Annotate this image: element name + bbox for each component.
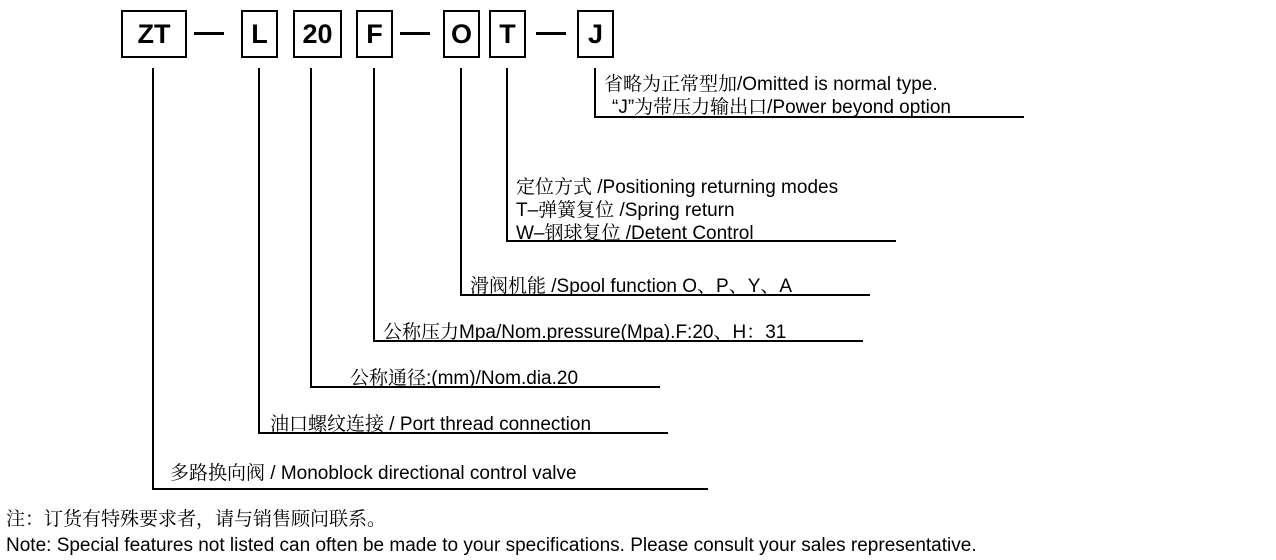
code-box-t: T bbox=[489, 10, 526, 58]
note-chinese: 注：订货有特殊要求者，请与销售顾问联系。 bbox=[6, 509, 387, 530]
leader-vline-o bbox=[460, 68, 462, 296]
label-j-line1: 省略为正常型加/Omitted is normal type. bbox=[604, 74, 938, 95]
label-l-line1: 油口螺纹连接 / Port thread connection bbox=[270, 414, 592, 435]
dash-separator-1 bbox=[194, 32, 224, 35]
label-f-line1: 公称压力Mpa/Nom.pressure(Mpa).F:20、H：31 bbox=[383, 322, 787, 343]
label-t-line2: T–弹簧复位 /Spring return bbox=[516, 200, 735, 222]
leader-vline-t bbox=[506, 68, 508, 242]
code-box-f: F bbox=[356, 10, 393, 58]
code-box-o: O bbox=[443, 10, 480, 58]
dash-separator-2 bbox=[400, 32, 430, 35]
label-o bbox=[470, 275, 792, 298]
label-t bbox=[516, 176, 838, 246]
leader-vline-j bbox=[594, 68, 596, 118]
leader-vline-f bbox=[373, 68, 375, 342]
note-english: Note: Special features not listed can often be made to your specifications. Please consult your sales representative. bbox=[6, 535, 977, 556]
code-box-l: L bbox=[241, 10, 278, 58]
label-t-line1: 定位方式 /Positioning returning modes bbox=[516, 177, 839, 198]
label-20-line1: 公称通径:(mm)/Nom.dia.20 bbox=[350, 368, 579, 389]
label-nominal-diameter bbox=[350, 367, 578, 390]
dash-separator-3 bbox=[536, 32, 566, 35]
label-port-thread bbox=[270, 413, 591, 436]
label-j bbox=[604, 73, 951, 119]
code-box-j: J bbox=[577, 10, 614, 58]
label-o-line1: 滑阀机能 /Spool function O、P、Y、A bbox=[470, 276, 793, 297]
label-valve-type bbox=[170, 462, 577, 485]
leader-vline-zt bbox=[152, 68, 154, 490]
code-box-20: 20 bbox=[293, 10, 342, 58]
label-f bbox=[383, 321, 786, 344]
leader-vline-20 bbox=[310, 68, 312, 388]
code-box-zt: ZT bbox=[121, 10, 187, 58]
label-t-line3: W–钢球复位 /Detent Control bbox=[516, 223, 754, 245]
leader-vline-l bbox=[258, 68, 260, 434]
leader-hline-zt bbox=[152, 488, 708, 490]
label-j-line2: “J”为带压力输出口/Power beyond option bbox=[612, 97, 951, 119]
label-zt-line1: 多路换向阀 / Monoblock directional control valve bbox=[170, 463, 577, 484]
